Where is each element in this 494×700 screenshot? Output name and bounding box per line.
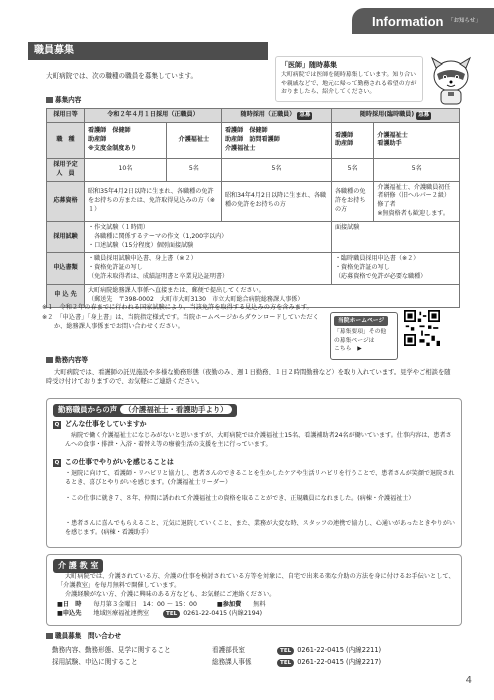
homepage-line3: こちら ▶: [334, 346, 362, 353]
note-1: ※１ 令和２年の春までに行われる国家試験により、当該免許を取得する見込みの方を含みます。: [42, 304, 313, 311]
contact-row1-mid: 看護部長室: [212, 646, 245, 654]
date-value: 毎月第３金曜日 14：00 ～ 15：00: [93, 600, 197, 608]
row-label-moushikomi: 申 込 先: [47, 284, 85, 307]
cell-shorui-c2: ・職員採用試験申込書、身上書（※２） ・資格免許証の写し （免許未取得者は、成績証明書と卒業見込証明書）: [85, 253, 332, 284]
cell-shikaku-c3: 昭和34年4月2日以降に生まれ、各職種の免許をお持ちの方: [221, 181, 331, 221]
fee-value: 無料: [253, 600, 266, 608]
qr-code-icon[interactable]: [404, 310, 440, 346]
care-class-box: [46, 554, 462, 626]
contact-row2-tel: 0261-22-0415 (内線2217): [297, 658, 382, 666]
answer-1: 病院で働く介護福祉士になじみがないと思いますが、大町病院では介護福祉士15名、看護補助者24名が働いています。仕事内容は、患者さんへの食事・排泄・入浴・着替え等の療養生活の支援を主に行っています。: [65, 432, 452, 448]
information-tab: [352, 8, 494, 34]
contact-row-2: [52, 658, 472, 668]
answer-2a: ・退院に向けて、看護師・リハビリと協力し、患者さんのできることを生かしたケアや生活リハビリを行うことで、患者さんが笑顔で退院されるとき、喜びとやりがいを感じます。(介護福祉士リーダー）: [65, 470, 455, 486]
cell-ninzu-c2a: 10名: [85, 158, 167, 181]
doctor-box-title: 「医師」随時募集: [281, 61, 337, 69]
contact-row1-left: 勤務内容、勤務形態、見学に関すること: [52, 646, 171, 654]
mascot-illustration: [428, 54, 474, 108]
cell-shokushu-c2a: 看護師 保健師 助産師 ※支度金制度あり: [85, 122, 167, 158]
fee-label: 参加費: [222, 600, 242, 608]
cell-shiken-c3: 面接試験: [331, 221, 459, 252]
page-header: [0, 0, 494, 34]
col-header-anytime-regular-label: 随時採用（正職員）: [240, 111, 296, 118]
cell-ninzu-c3: 5名: [221, 158, 331, 181]
date-label: 日 時: [62, 600, 82, 608]
col-header-anytime-temp: [331, 109, 459, 123]
row-label-ninzu: 採用予定 人 員: [47, 158, 85, 181]
contact-row2-left: 採用試験、申込に関すること: [52, 658, 138, 666]
contact-title: 職員募集 問い合わせ: [46, 632, 121, 642]
col-header-anytime-regular: [221, 109, 331, 123]
recruit-heading: 募集内容: [46, 96, 81, 106]
tel-icon: TEL: [163, 610, 180, 618]
cell-shikaku-c2: 昭和35年4月2日以降に生まれ、各職種の免許をお持ちの方または、免許取得見込みの方（※１）: [85, 181, 222, 221]
col-header-date: 採用日等: [47, 109, 85, 123]
homepage-link-box[interactable]: [330, 312, 398, 360]
cell-shikaku-c4a: 各職種の免許をお持ちの方: [331, 181, 373, 221]
question-1: [53, 420, 147, 430]
staff-voice-title: [53, 404, 237, 417]
notes: [42, 304, 322, 333]
care-class-text2: 介護経験がない方、介護に興味のある方なども、お気軽にご連絡ください。: [65, 590, 276, 598]
section-title: 職員募集: [28, 42, 268, 60]
staff-voice-title-label: 勤務職員からの声: [58, 405, 118, 414]
contact-row1-tel: 0261-22-0415 (内線2211): [297, 646, 382, 654]
header-title: Information: [372, 14, 444, 29]
intro-text: 大町病院では、次の職種の職員を募集しています。: [46, 72, 198, 80]
header-subtitle: 「お知らせ」: [448, 18, 481, 24]
contact-row2-mid: 総務課人事係: [212, 658, 252, 666]
cell-ninzu-c2b: 5名: [166, 158, 221, 181]
contact-row2-tel-group: [277, 658, 381, 668]
contact-row1-tel-group: [277, 646, 381, 656]
cell-shorui-c3: ・臨時職員採用申込書（※２） ・資格免許証の写し （応募資格で免許が必要な職種）: [331, 253, 459, 284]
page-number: 4: [465, 674, 472, 686]
cell-moushikomi-c2: 大町病院総務課人事係へ直接または、郵便で提出してください。 （郵送先 〒398-0002 大町市大町3130 市立大町総合病院総務課人事係）: [85, 284, 460, 307]
q-mark-icon: Q: [54, 422, 60, 428]
question-2-text: この仕事でやりがいを感じることは: [65, 458, 174, 466]
doctor-box-text: 大町病院では医師を随時募集しています。知り合いや親戚などで、地元に帰って勤務される希望の方がおりましたら、紹介してください。: [281, 72, 417, 96]
note-2: ※２ 「申込書」「身上書」は、当院指定様式です。当院ホームページからダウンロードしていただくか、総務課人事係までお問い合わせください。: [42, 313, 319, 330]
work-text: 大町病院では、看護師の託児施設や多様な勤務形態（夜勤のみ、週１日勤務、１日２時間勤務など）を取り入れています。見学やご相談を随時受け付けておりますので、お気軽にご連絡ください。: [46, 369, 451, 386]
cell-shokushu-c4a: 看護師 助産師: [331, 122, 373, 158]
urgent-badge: 急募: [418, 112, 430, 118]
q-mark-icon: Q: [54, 460, 60, 466]
answer-2b: ・この仕事に就き７、８年、仲間に誘われて介護福祉士の資格を取ることができ、正規職員になれました。(病棟・介護福祉士）: [65, 495, 415, 502]
urgent-badge: 急募: [299, 112, 311, 118]
care-class-body: [57, 573, 457, 619]
work-heading: 勤務内容等: [46, 356, 88, 366]
col-header-april: 令和２年４月１日採用（正職員）: [85, 109, 222, 123]
care-class-title: 介 護 教 室: [53, 559, 103, 573]
cell-shiken-c2: ・作文試験（１時間） 各職種に関係するテーマの作文（1,200字以内） ・口述試験（15分程度）個別面接試験: [85, 221, 332, 252]
cell-shikaku-c4b: 介護福祉士、介護職員初任者研修（旧ヘルパー２級）修了者 ※無資格者も歓迎します。: [374, 181, 460, 221]
homepage-line1: 「募集要項」その他: [334, 329, 387, 336]
tel-icon: TEL: [277, 647, 294, 655]
contact-row-1: [52, 646, 472, 656]
apply-tel: 0261-22-0415 (内線2194): [183, 609, 262, 617]
col-header-anytime-temp-label: 随時採用(臨時職員): [359, 111, 415, 118]
homepage-line2: の募集ページは: [334, 337, 375, 344]
question-1-text: どんな仕事をしていますか: [65, 420, 147, 428]
cell-shokushu-c3: 看護師 保健師 助産師 訪問看護師 介護福祉士: [221, 122, 331, 158]
care-class-date-row: ■日 時 毎月第３金曜日 14：00 ～ 15：00 ■参加費 無料: [57, 600, 266, 608]
staff-voice-title-highlight: （介護福祉士・看護助手より）: [120, 405, 231, 414]
cell-ninzu-c4a: 5名: [331, 158, 373, 181]
cell-ninzu-c4b: 5名: [374, 158, 460, 181]
answer-2c: ・患者さんに喜んでもらえること、元気に退院していくこと、また、業務が大変な時、スタッフの連携で協力し、心通いがあったときやりがいを感じます。(病棟・看護助手）: [65, 520, 455, 536]
care-class-text1: 大町病院では、介護されている方、介護の仕事を検討されている方等を対象に、自宅で出来る楽な介助の方法を身に付けるお手伝いとして、「介護教室」を毎月無料で開催しています。: [57, 573, 455, 589]
row-label-shokushu: 職 種: [47, 122, 85, 158]
cell-shokushu-c2b: 介護福祉士: [166, 122, 221, 158]
doctor-recruit-box: [275, 56, 423, 102]
care-class-apply-row: ■申込先 地域医療福祉連携室 TEL 0261-22-0415 (内線2194): [57, 609, 262, 617]
question-2: [53, 458, 174, 468]
row-label-shiken: 採用試験: [47, 221, 85, 252]
apply-label: 申込先: [62, 609, 82, 617]
tel-icon: TEL: [277, 659, 294, 667]
row-label-shikaku: 応募資格: [47, 181, 85, 221]
cell-shokushu-c4b: 介護福祉士 看護助手: [374, 122, 460, 158]
row-label-shorui: 申込書類: [47, 253, 85, 284]
recruit-table: [46, 108, 460, 308]
apply-value: 地域医療福祉連携室: [93, 609, 150, 617]
homepage-pill: 当院ホームページ: [334, 316, 388, 326]
staff-voice-box: [46, 398, 462, 548]
